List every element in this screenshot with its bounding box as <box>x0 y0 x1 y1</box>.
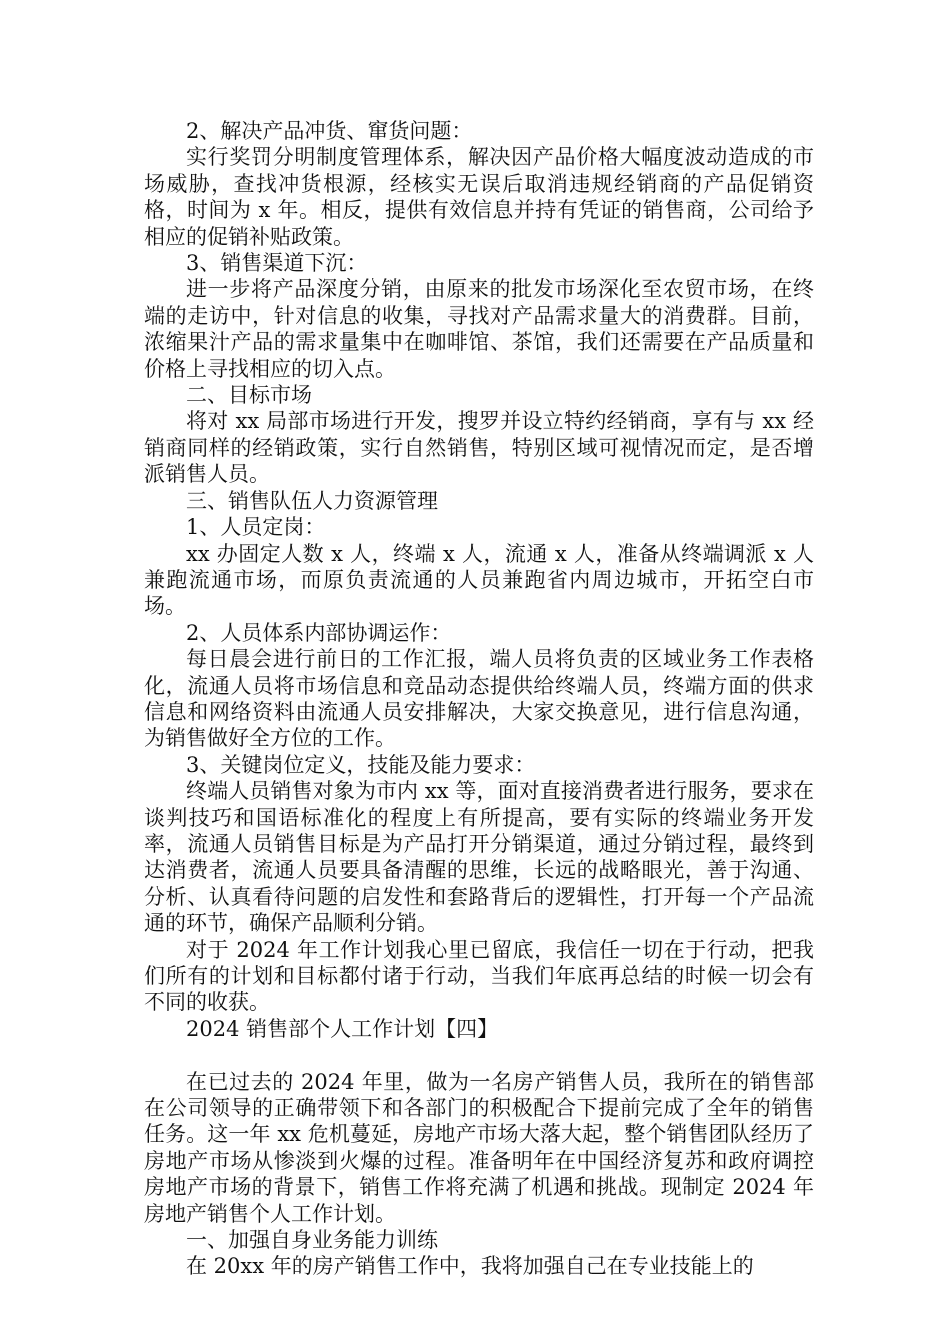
body-paragraph: xx 办固定人数 x 人，终端 x 人，流通 x 人，准备从终端调派 x 人兼跑流通市场，而原负责流通的人员兼跑省内周边城市，开拓空白市场。 <box>144 541 814 619</box>
section-heading: 二、目标市场 <box>186 383 312 408</box>
blank-line <box>144 1042 814 1068</box>
body-paragraph: 实行奖罚分明制度管理体系，解决因产品价格大幅度波动造成的市场威胁，查找冲货根源，经核实无误后取消违规经销商的产品促销资格，时间为 x 年。相反，提供有效信息并持有凭证的销售商，公司给予相应的促销补贴政策。 <box>144 145 814 249</box>
section-heading: 一、加强自身业务能力训练 <box>186 1228 438 1253</box>
document-page <box>144 118 814 1280</box>
body-paragraph: 在 20xx 年的房产销售工作中，我将加强自己在专业技能上的 <box>186 1254 754 1279</box>
section-heading: 2、人员体系内部协调运作： <box>186 620 452 645</box>
section-heading: 3、销售渠道下沉： <box>186 251 368 276</box>
section-heading: 三、销售队伍人力资源管理 <box>186 488 438 513</box>
body-paragraph: 终端人员销售对象为市内 xx 等，面对直接消费者进行服务，要求在谈判技巧和国语标准化的程度上有所提高，要有实际的终端业务开发率，流通人员销售目标是为产品打开分销渠道，通过分销过程，最终到达消费者，流通人员要具备清醒的思维，长远的战略眼光，善于沟通、分析、认真看待问题的启发性和套路背后的逻辑性，打开每一个产品流通的环节，确保产品顺利分销。 <box>144 779 814 936</box>
section-heading: 2、解决产品冲货、窜货问题： <box>186 119 473 143</box>
body-paragraph: 进一步将产品深度分销，由原来的批发市场深化至农贸市场，在终端的走访中，针对信息的收集，寻找对产品需求量大的消费群。目前，浓缩果汁产品的需求量集中在咖啡馆、茶馆，我们还需要在产品质量和价格上寻找相应的切入点。 <box>144 277 814 381</box>
section-heading: 3、关键岗位定义，技能及能力要求： <box>186 752 536 777</box>
body-paragraph: 每日晨会进行前日的工作汇报，端人员将负责的区域业务工作表格化，流通人员将市场信息和竞品动态提供给终端人员，终端方面的供求信息和网络资料由流通人员安排解决，大家交换意见，进行信息沟通，为销售做好全方位的工作。 <box>144 647 814 751</box>
section-heading: 1、人员定岗： <box>186 515 326 540</box>
body-paragraph: 对于 2024 年工作计划我心里已留底，我信任一切在于行动，把我们所有的计划和目标都付诸于行动，当我们年底再总结的时候一切会有不同的收获。 <box>144 937 814 1015</box>
body-paragraph: 在已过去的 2024 年里，做为一名房产销售人员，我所在的销售部在公司领导的正确带领下和各部门的积极配合下提前完成了全年的销售任务。这一年 xx 危机蔓延，房地产市场大落大起，整个销售团队经历了房地产市场从惨淡到火爆的过程。准备明年在中国经济复苏和政府调控房地产市场的背景下，销售工作将充满了机遇和挑战。现制定 2024 年房地产销售个人工作计划。 <box>144 1069 814 1226</box>
document-title: 2024 销售部个人工作计划【四】 <box>186 1016 499 1041</box>
body-paragraph: 将对 xx 局部市场进行开发，搜罗并设立特约经销商，享有与 xx 经销商同样的经销政策，实行自然销售，特别区域可视情况而定，是否增派销售人员。 <box>144 409 814 487</box>
